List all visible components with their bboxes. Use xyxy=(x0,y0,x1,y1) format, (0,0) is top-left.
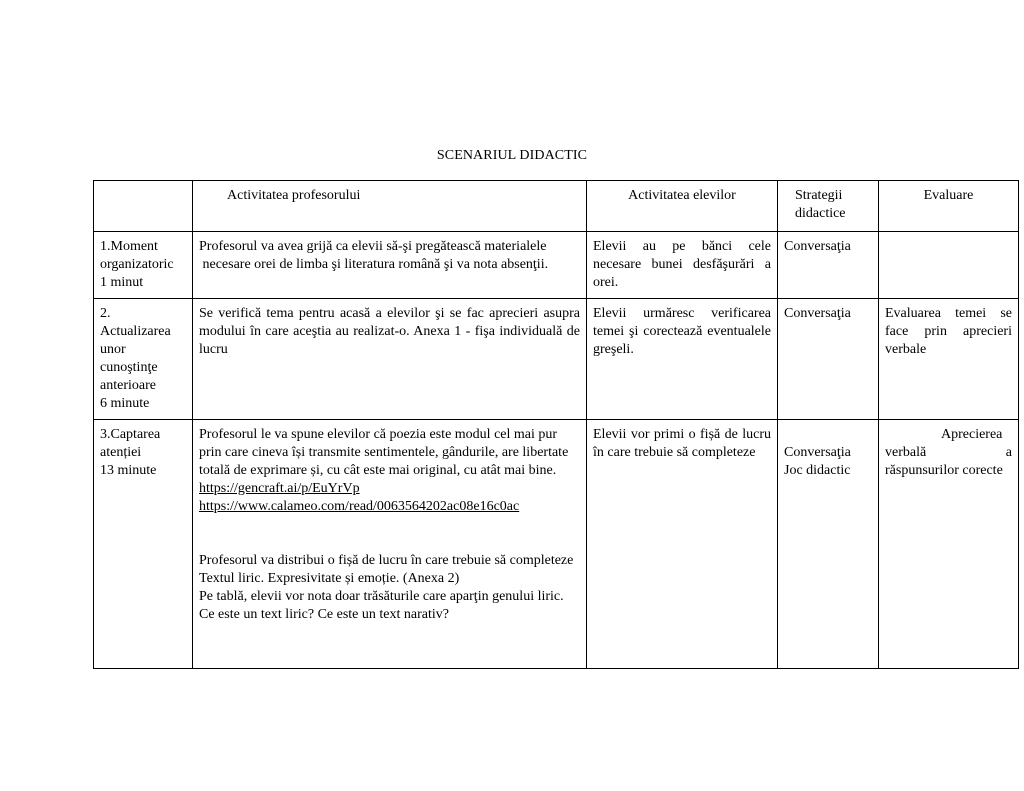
teacher-activity-text: Ce este un text liric? Ce este un text narativ? xyxy=(199,607,449,622)
paragraph-spacer xyxy=(199,516,580,552)
evaluation-cell xyxy=(879,232,1019,299)
teacher-activity-cell: Se verifică tema pentru acasă a elevilor şi se fac aprecieri asupra modului în care aceştia au realizat-o. Anexa 1 - fişa individuală de lucru xyxy=(193,299,587,420)
stage-cell xyxy=(94,232,193,299)
stage-line: 1 minut xyxy=(100,275,144,290)
header-stage xyxy=(94,181,193,232)
page-title: SCENARIUL DIDACTIC xyxy=(436,148,588,163)
stage-line: 3.Captarea xyxy=(100,427,161,442)
table-header-row xyxy=(94,181,1019,232)
strategies-cell xyxy=(778,420,879,669)
teacher-activity-text: Profesorul va distribui o fișă de lucru în care trebuie să completeze Textul liric. Expresivitate și emoție. (Anexa 2) xyxy=(199,553,574,586)
stage-line: 6 minute xyxy=(100,396,150,411)
student-activity-cell: Elevii au pe bănci cele necesare bunei desfăşurări a orei. xyxy=(587,232,778,299)
stage-line: anterioare xyxy=(100,378,156,393)
stage-line: Actualizarea xyxy=(100,324,171,339)
lesson-plan-table xyxy=(93,180,1019,669)
header-strategies-line2: didactice xyxy=(795,206,846,221)
calameo-link[interactable]: https://www.calameo.com/read/0063564202ac08e16c0ac xyxy=(199,499,520,514)
stage-line: 13 minute xyxy=(100,463,157,478)
header-teacher-activity: Activitatea profesorului xyxy=(193,181,587,232)
student-activity-cell: Elevii urmăresc verificarea temei şi corectează eventualele greşeli. xyxy=(587,299,778,420)
evaluation-text: Aprecierea verbală a răspunsurilor corecte xyxy=(885,427,1012,478)
strategy-line: Joc didactic xyxy=(784,463,851,478)
table-row xyxy=(94,232,1019,299)
stage-cell xyxy=(94,299,193,420)
evaluation-cell xyxy=(879,420,1019,669)
header-student-activity: Activitatea elevilor xyxy=(587,181,778,232)
strategies-cell: Conversaţia xyxy=(778,299,879,420)
stage-line: cunoştinţe xyxy=(100,360,158,375)
stage-line: unor xyxy=(100,342,126,357)
teacher-activity-text: Profesorul va avea grijă ca elevii să-şi pregătească materialele xyxy=(199,239,547,254)
stage-line: 1.Moment xyxy=(100,239,158,254)
header-strategies-line1: Strategii xyxy=(795,188,843,203)
strategies-cell: Conversaţia xyxy=(778,232,879,299)
stage-line: 2. xyxy=(100,306,111,321)
gencraft-link[interactable]: https://gencraft.ai/p/EuYrVp xyxy=(199,481,360,496)
header-evaluation: Evaluare xyxy=(879,181,1019,232)
teacher-activity-cell xyxy=(193,420,587,669)
table-row xyxy=(94,420,1019,669)
stage-line: atenției xyxy=(100,445,142,460)
header-strategies xyxy=(778,181,879,232)
stage-line: organizatoric xyxy=(100,257,174,272)
table-row xyxy=(94,299,1019,420)
strategy-line: Conversaţia xyxy=(784,445,851,460)
teacher-activity-text: Profesorul le va spune elevilor că poezia este modul cel mai pur prin care cineva își transmite sentimentele, gândurile, are libertate totală de exprimare și, cu cât este mai original, cu atât mai bine. xyxy=(199,427,569,478)
stage-cell xyxy=(94,420,193,669)
teacher-activity-cell xyxy=(193,232,587,299)
evaluation-cell: Evaluarea temei se face prin aprecieri verbale xyxy=(879,299,1019,420)
teacher-activity-text: Pe tablă, elevii vor nota doar trăsăturile care aparţin genului liric. xyxy=(199,589,564,604)
student-activity-cell: Elevii vor primi o fișă de lucru în care trebuie să completeze xyxy=(587,420,778,669)
teacher-activity-text: necesare orei de limba şi literatura română şi va nota absenţii. xyxy=(199,257,549,272)
